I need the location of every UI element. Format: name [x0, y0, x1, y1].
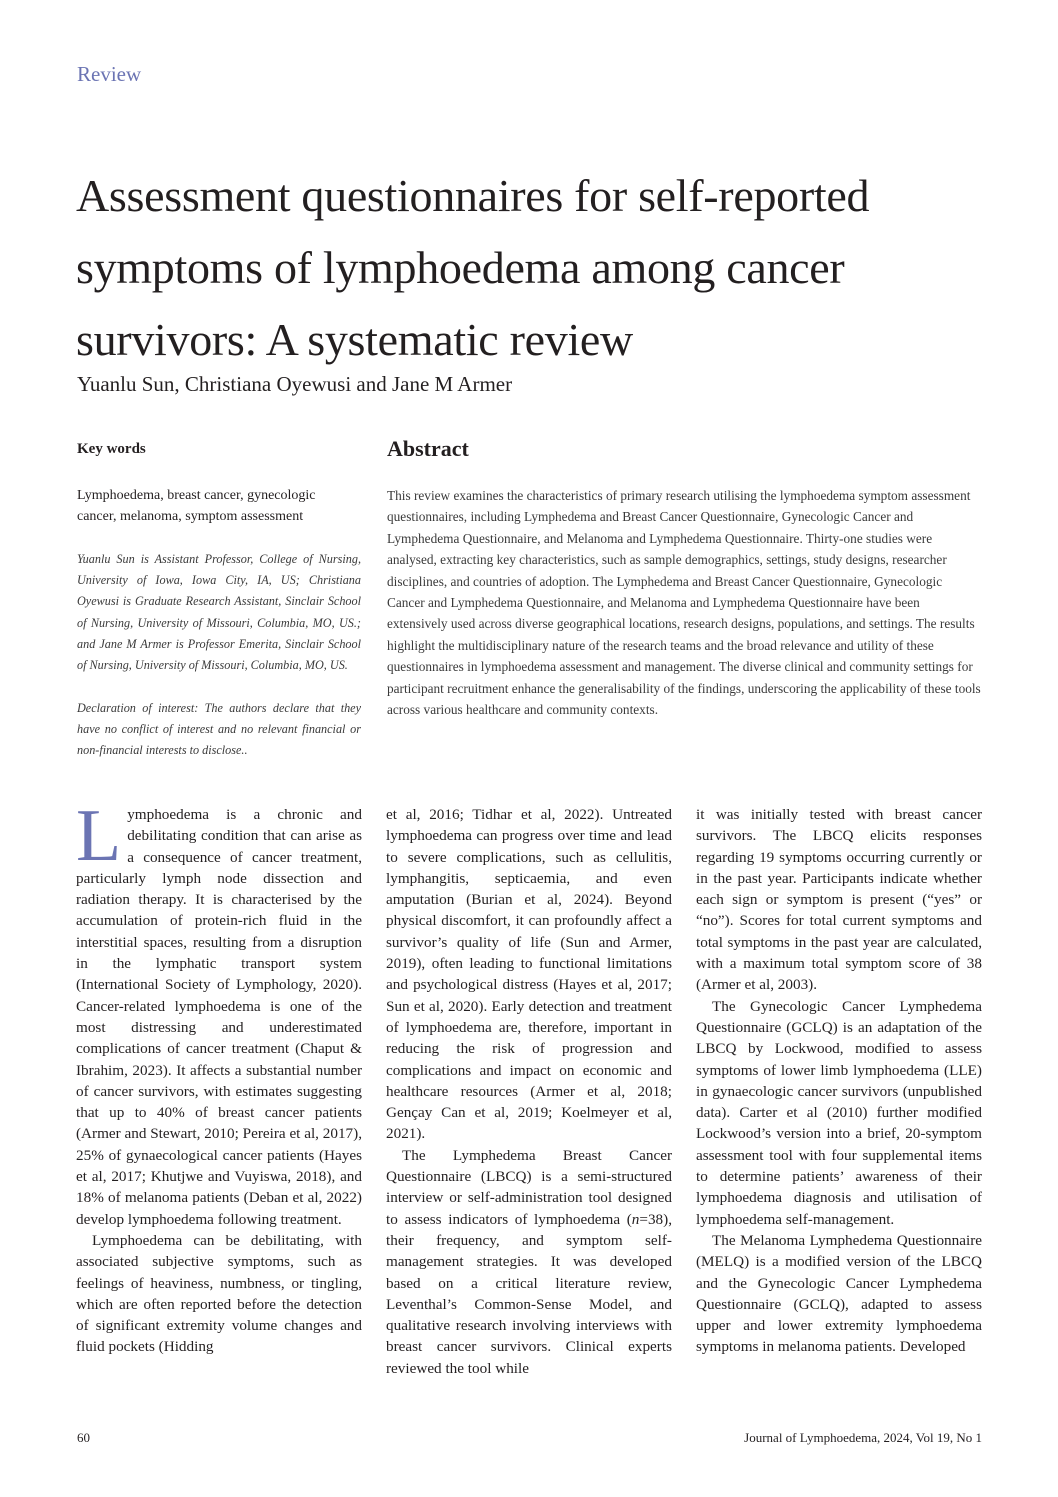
article-title: Assessment questionnaires for self-reported symptoms of lymphoedema among cancer survivors: A systematic review — [76, 170, 870, 365]
body-text: ymphoedema is a chronic and debilitating condition that can arise as a consequence of cancer treatment, particularly lymph node dissection and radiation therapy. It is characterised by the accumulation of protein-rich fluid in the interstitial spaces, resulting from a disruption in the lymphatic transport system (International Society of Lymphology, 2020). Cancer-related lymphoedema is one of the most distressing and underestimated complications of cancer treatment (Chaput & Ibrahim, 2023). It affects a substantial number of cancer survivors, with estimates suggesting that up to 40% of breast cancer patients (Armer and Stewart, 2010; Pereira et al, 2017), 25% of gynaecological cancer patients (Hayes et al, 2017; Khutjwe and Vuyiswa, 2018), and 18% of melanoma patients (Deban et al, 2022) develop lymphoedema following treatment. — [76, 806, 362, 1228]
keywords-list: Lymphoedema, breast cancer, gynecologic cancer, melanoma, symptom assessment — [77, 488, 316, 524]
body-column-3 — [696, 804, 982, 1358]
author-affiliations: Yuanlu Sun is Assistant Professor, College of Nursing, University of Iowa, Iowa City, IA, US; Christiana Oyewusi is Graduate Research Assistant, Sinclair School of Nursing, University of Missouri, Columbia, MO, US.; and Jane M Armer is Professor Emerita, Sinclair School of Nursing, University of Missouri, Columbia, MO, US. — [77, 552, 361, 673]
body-paragraph: et al, 2016; Tidhar et al, 2022). Untreated lymphoedema can progress over time and lead to severe complications, such as cellulitis, lymphangitis, septicaemia, and even amputation (Burian et al, 2024). Beyond physical discomfort, it can profoundly affect a survivor’s quality of life (Sun and Armer, 2019), often leading to functional limitations and psychological distress (Hayes et al, 2017; Sun et al, 2020). Early detection and treatment of lymphoedema are, therefore, important in reducing the risk of progression and complications and impact on economic and healthcare resources (Armer et al, 2018; Gençay Can et al, 2019; Koelmeyer et al, 2021). — [386, 806, 672, 1143]
body-column-2 — [386, 804, 672, 1379]
section-label: Review — [77, 62, 142, 86]
body-paragraph: it was initially tested with breast cancer survivors. The LBCQ elicits responses regarding 19 symptoms occurring currently or in the past year. Participants indicate whether each sign or symptom is present (“yes” or “no”). Scores for total current symptoms and total symptoms in the past year are calculated, with a maximum total symptom score of 38 (Armer et al, 2003). — [696, 806, 982, 994]
body-text: =38), their frequency, and symptom self-management strategies. It was developed based on a critical literature review, Leventhal’s Common-Sense Model, and qualitative research involving interviews with breast cancer survivors. Clinical experts reviewed the tool while — [386, 1210, 672, 1377]
article-authors: Yuanlu Sun, Christiana Oyewusi and Jane M Armer — [77, 372, 513, 396]
abstract-text: This review examines the characteristics of primary research utilising the lymphoedema symptom assessment questionnaires, including Lymphedema and Breast Cancer Questionnaire, Gynecologic Cancer and Lymphedema Questionnaire, and Melanoma and Lymphedema Questionnaire. Thirty-one studies were analysed, extracting key characteristics, such as sample demographics, settings, study designs, researcher disciplines, and countries of adoption. The Lymphedema and Breast Cancer Questionnaire, Gynecologic Cancer and Lymphedema Questionnaire, and Melanoma and Lymphedema Questionnaire have been extensively used across diverse geographical locations, research designs, populations, and settings. The results highlight the multidisciplinary nature of the research teams and the broad relevance and utility of these questionnaires in lymphoedema assessment and management. The diverse clinical and community settings for participant recruitment enhance the generalisability of the findings, underscoring the applicability of these tools across various healthcare and community contexts. — [387, 488, 981, 718]
drop-cap: L — [76, 795, 122, 877]
body-paragraph — [386, 1145, 672, 1379]
body-text: The Lymphedema Breast Cancer Questionnaire (LBCQ) is a semi-structured interview or self-administration tool designed to assess indicators of lymphoedema ( — [386, 1146, 672, 1228]
keywords-heading: Key words — [77, 441, 146, 457]
body-paragraph: The Melanoma Lymphedema Questionnaire (MELQ) is a modified version of the LBCQ and the Gynecologic Cancer Lymphedema Questionnaire (GCLQ), adapted to assess upper and lower extremity lymphoedema symptoms in melanoma patients. Developed — [696, 1231, 982, 1356]
declaration-of-interest: Declaration of interest: The authors declare that they have no conflict of interest and no relevant financial or non-financial interests to disclose.. — [77, 701, 361, 758]
body-paragraph — [76, 795, 362, 1230]
italic-n: n — [631, 1210, 640, 1228]
body-paragraph: Lymphoedema can be debilitating, with associated subjective symptoms, such as feelings of heaviness, numbness, or tingling, which are often reported before the detection of significant extremity volume changes and fluid pockets (Hidding — [76, 1231, 362, 1356]
body-paragraph: The Gynecologic Cancer Lymphedema Questionnaire (GCLQ) is an adaptation of the LBCQ by Lockwood, modified to assess symptoms of lower limb lymphoedema (LLE) in gynaecologic cancer survivors (unpublished data). Carter et al (2010) further modified Lockwood’s version into a brief, 20-symptom assessment tool with four supplemental items to determine patients’ awareness of their lymphoedema diagnosis and utilisation of lymphoedema self-management. — [696, 997, 982, 1228]
page-number: 60 — [77, 1430, 90, 1445]
abstract-heading: Abstract — [387, 436, 469, 461]
body-column-1 — [76, 795, 362, 1358]
journal-citation: Journal of Lymphoedema, 2024, Vol 19, No 1 — [744, 1430, 982, 1445]
